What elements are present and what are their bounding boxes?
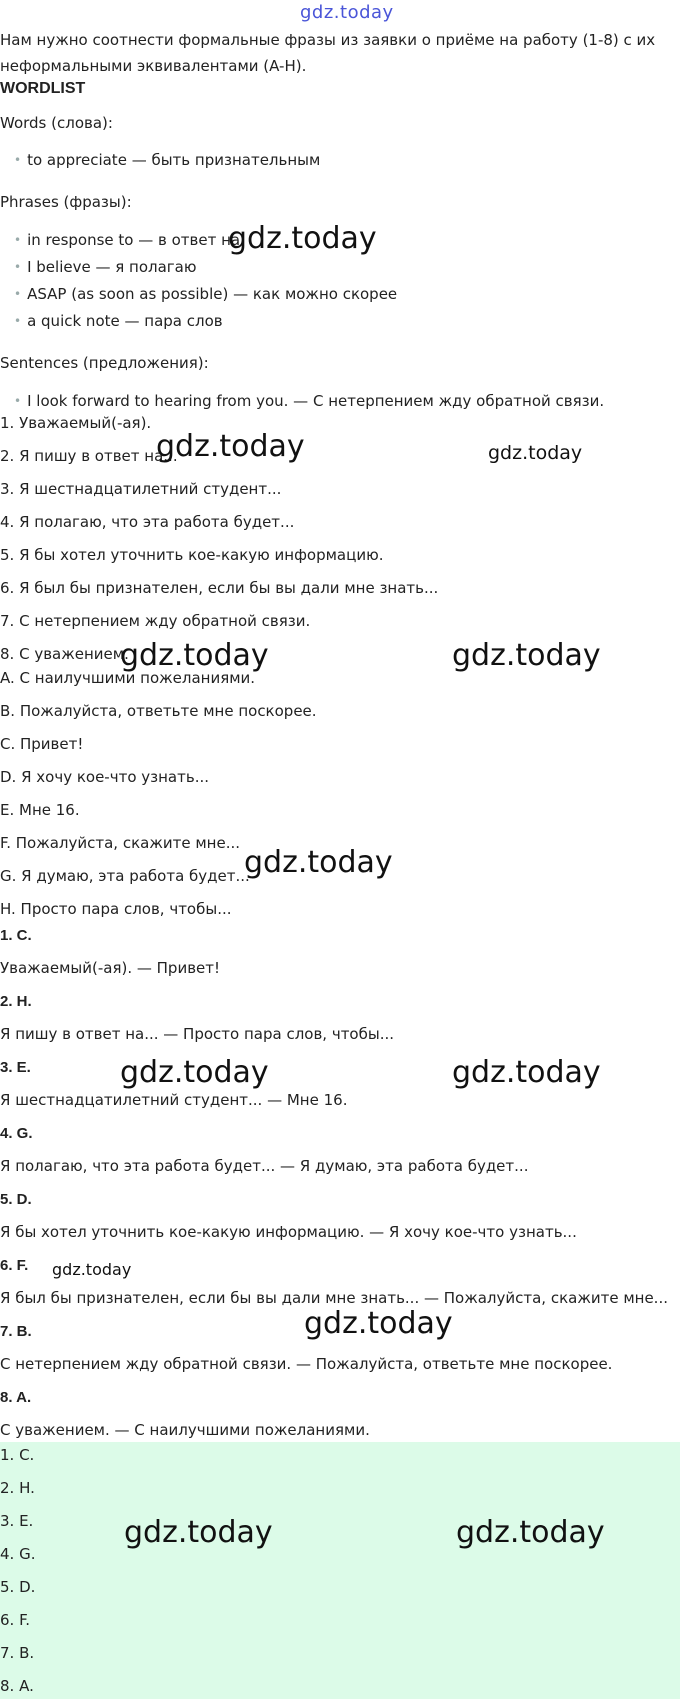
informal-phrase: H. Просто пара слов, чтобы... xyxy=(0,900,232,918)
answer-item: 7. B. xyxy=(0,1644,35,1662)
sentences-label: Sentences (предложения): xyxy=(0,354,209,372)
match-key: 4. G. xyxy=(0,1125,33,1142)
match-text: Я полагаю, что эта работа будет... — Я думаю, эта работа будет... xyxy=(0,1157,529,1175)
match-text: С нетерпением жду обратной связи. — Пожалуйста, ответьте мне поскорее. xyxy=(0,1355,613,1373)
watermark: gdz.today xyxy=(452,1055,601,1090)
phrase-item: • in response to — в ответ на xyxy=(14,230,240,251)
phrases-label: Phrases (фразы): xyxy=(0,193,132,211)
watermark: gdz.today xyxy=(120,638,269,673)
match-text: Уважаемый(-ая). — Привет! xyxy=(0,959,221,977)
answer-item: 2. H. xyxy=(0,1479,35,1497)
word-item: • to appreciate — быть признательным xyxy=(14,150,320,171)
site-logo[interactable]: gdz.today xyxy=(300,2,394,23)
words-label: Words (слова): xyxy=(0,114,113,132)
wordlist-heading: WORDLIST xyxy=(0,80,86,97)
match-text: Я был бы признателен, если бы вы дали мне знать... — Пожалуйста, скажите мне... xyxy=(0,1289,668,1307)
answer-item: 8. A. xyxy=(0,1677,34,1695)
informal-phrase: D. Я хочу кое-что узнать... xyxy=(0,768,209,786)
formal-phrase: 4. Я полагаю, что эта работа будет... xyxy=(0,513,295,531)
phrase-item: • I believe — я полагаю xyxy=(14,257,196,278)
match-text: Я бы хотел уточнить кое-какую информацию. — Я хочу кое-что узнать... xyxy=(0,1223,577,1241)
match-key: 3. E. xyxy=(0,1059,31,1076)
phrase-item: • ASAP (as soon as possible) — как можно скорее xyxy=(14,284,397,305)
watermark: gdz.today xyxy=(452,638,601,673)
formal-phrase: 3. Я шестнадцатилетний студент... xyxy=(0,480,282,498)
watermark: gdz.today xyxy=(52,1260,132,1279)
match-text: С уважением. — С наилучшими пожеланиями. xyxy=(0,1421,370,1439)
informal-phrase: B. Пожалуйста, ответьте мне поскорее. xyxy=(0,702,317,720)
match-key: 7. B. xyxy=(0,1323,32,1340)
informal-phrase: A. С наилучшими пожеланиями. xyxy=(0,669,256,687)
answer-item: 1. C. xyxy=(0,1446,35,1464)
formal-phrase: 1. Уважаемый(-ая). xyxy=(0,414,152,432)
formal-phrase: 7. С нетерпением жду обратной связи. xyxy=(0,612,311,630)
phrase-item: • a quick note — пара слов xyxy=(14,311,223,332)
formal-phrase: 5. Я бы хотел уточнить кое-какую информацию. xyxy=(0,546,384,564)
watermark: gdz.today xyxy=(228,221,377,256)
informal-phrase: F. Пожалуйста, скажите мне... xyxy=(0,834,240,852)
match-key: 6. F. xyxy=(0,1257,29,1274)
watermark: gdz.today xyxy=(244,845,393,880)
match-text: Я шестнадцатилетний студент... — Мне 16. xyxy=(0,1091,348,1109)
match-text: Я пишу в ответ на... — Просто пара слов, чтобы... xyxy=(0,1025,395,1043)
match-key: 2. H. xyxy=(0,993,32,1010)
informal-phrase: E. Мне 16. xyxy=(0,801,80,819)
watermark: gdz.today xyxy=(456,1515,605,1550)
formal-phrase: 6. Я был бы признателен, если бы вы дали мне знать... xyxy=(0,579,439,597)
watermark: gdz.today xyxy=(488,442,583,464)
sentence-item: • I look forward to hearing from you. — С нетерпением жду обратной связи. xyxy=(14,391,604,412)
match-key: 5. D. xyxy=(0,1191,32,1208)
watermark: gdz.today xyxy=(120,1055,269,1090)
watermark: gdz.today xyxy=(124,1515,273,1550)
watermark: gdz.today xyxy=(304,1306,453,1341)
answer-item: 4. G. xyxy=(0,1545,36,1563)
match-key: 8. A. xyxy=(0,1389,32,1406)
answer-item: 6. F. xyxy=(0,1611,31,1629)
answer-summary-box xyxy=(0,1442,680,1699)
formal-phrase: 2. Я пишу в ответ на... xyxy=(0,447,178,465)
answer-item: 5. D. xyxy=(0,1578,36,1596)
formal-phrase: 8. С уважением. xyxy=(0,645,129,663)
match-key: 1. C. xyxy=(0,927,32,944)
task-description: Нам нужно соотнести формальные фразы из заявки о приёме на работу (1-8) с их неформальными эквивалентами (A-H). xyxy=(0,31,656,75)
watermark: gdz.today xyxy=(156,429,305,464)
informal-phrase: G. Я думаю, эта работа будет... xyxy=(0,867,250,885)
informal-phrase: C. Привет! xyxy=(0,735,84,753)
answer-item: 3. E. xyxy=(0,1512,34,1530)
